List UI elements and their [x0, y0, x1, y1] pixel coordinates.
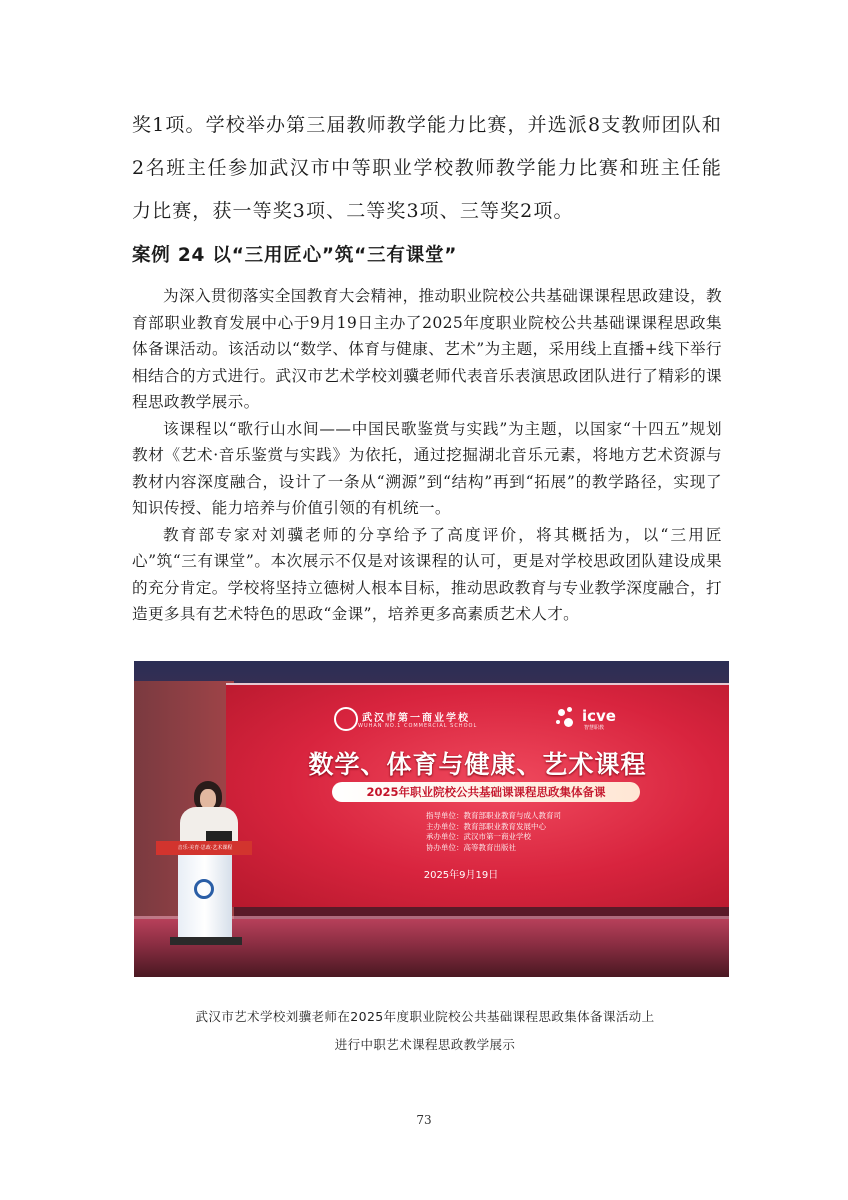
stage-screen: [226, 683, 729, 907]
podium-base: [170, 937, 242, 945]
icve-dot-icon: [558, 709, 565, 716]
podium-label: 音乐·美育·思政·艺术课程: [177, 845, 233, 851]
photo-caption: [134, 1003, 716, 1059]
caption-line-1: 武汉市艺术学校刘骥老师在2025年度职业院校公共基础课程思政集体备课活动上: [195, 1009, 655, 1024]
screen-banner: 2025年职业院校公共基础课课程思政集体备课: [332, 782, 640, 802]
organizer-line: 主办单位：教育部职业教育发展中心: [426, 821, 546, 831]
organizer-line: 承办单位：武汉市第一商业学校: [426, 832, 531, 841]
case-heading: 案例 24 以“三用匠心”筑“三有课堂”: [132, 245, 458, 266]
icve-logo-subtext: 智慧职教: [584, 725, 605, 731]
school-logo-text: 武汉市第一商业学校: [362, 713, 470, 724]
icve-dot-icon: [564, 718, 573, 727]
icve-dot-icon: [556, 720, 560, 724]
body-paragraph-2: 该课程以“歌行山水间——中国民歌鉴赏与实践”为主题，以国家“十四五”规划教材《艺术·音乐鉴赏与实践》为依托，通过挖掘湖北音乐元素，将地方艺术资源与教材内容深度融合，设计了一条从“溯源”到“结构”再到“拓展”的教学路径，实现了知识传授、能力培养与价值引领的有机统一。: [132, 419, 722, 517]
podium-logo-icon: [194, 879, 214, 899]
paragraph-top: 奖1项。学校举办第三届教师教学能力比赛，并选派8支教师团队和2名班主任参加武汉市中等职业学校教师教学能力比赛和班主任能力比赛，获一等奖3项、二等奖3项、三等奖2项。: [132, 114, 722, 222]
school-logo-icon: [334, 707, 358, 731]
organizer-line: 协办单位：高等教育出版社: [426, 842, 516, 852]
school-logo-subtext: WUHAN NO.1 COMMERCIAL SCHOOL: [358, 723, 478, 729]
body-paragraph-1: 为深入贯彻落实全国教育大会精神，推动职业院校公共基础课课程思政建设，教育部职业教育发展中心于9月19日主办了2025年度职业院校公共基础课课程思政集体备课活动。该活动以“数学、体育与健康、艺术”为主题，采用线上直播+线下举行相结合的方式进行。武汉市艺术学校刘骥老师代表音乐表演思政团队进行了精彩的课程思政教学展示。: [132, 287, 722, 411]
presenter-face: [200, 789, 216, 809]
icve-logo-text: icve: [582, 707, 616, 725]
icve-logo: [556, 705, 634, 731]
screen-date: 2025年9月19日: [423, 870, 499, 881]
body-paragraph-3: 教育部专家对刘骥老师的分享给予了高度评价，将其概括为，以“三用匠心”筑“三有课堂”。本次展示不仅是对该课程的认可，更是对学校思政团队建设成果的充分肯定。学校将坚持立德树人根本目标，推动思政教育与专业教学深度融合，打造更多具有艺术特色的思政“金课”，培养更多高素质艺术人才。: [132, 525, 722, 623]
icve-dot-icon: [567, 707, 572, 712]
case-body: [132, 283, 722, 628]
caption-line-2: 进行中职艺术课程思政教学展示: [334, 1037, 516, 1052]
organizer-line: 指导单位：教育部职业教育与成人教育司: [426, 811, 561, 820]
screen-organizers: [426, 811, 626, 853]
event-photo: [134, 661, 729, 977]
screen-title: 数学、体育与健康、艺术课程: [308, 750, 647, 779]
page-number: 73: [416, 1113, 432, 1127]
